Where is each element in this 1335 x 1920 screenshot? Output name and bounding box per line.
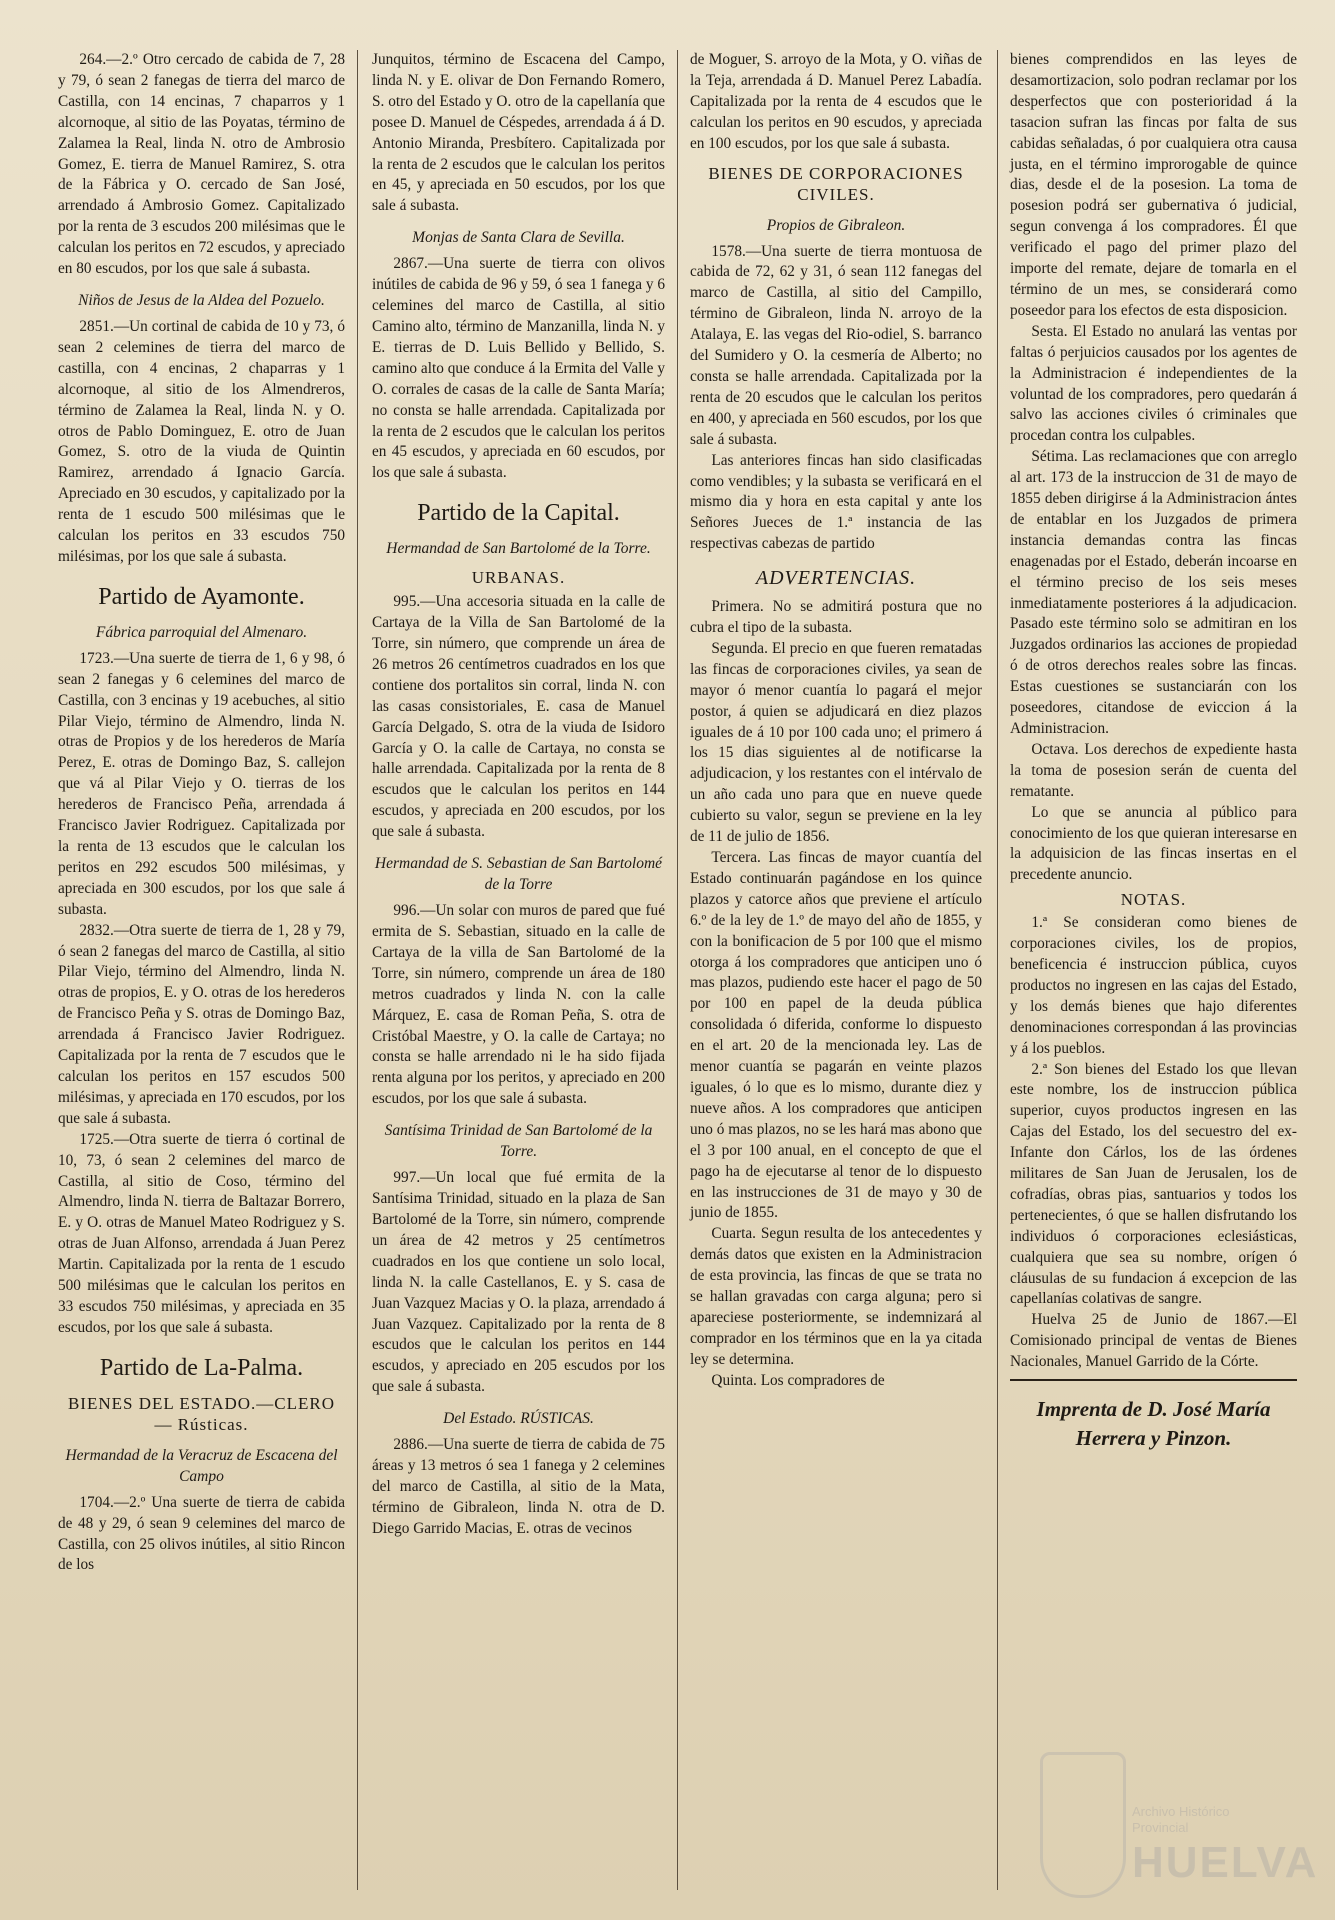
closing-note: Las anteriores fincas han sido clasificadas como vendibles; y la subasta se verificará en el mismo dia y hora en esta capital y ante los Señores Jueces de 1.ª instancia de las respectivas cabezas de partido bbox=[690, 451, 982, 553]
entry-1704: 1704.—2.º Una suerte de tierra de cabida de 48 y 29, ó sean 9 celemines del marco de Castilla, con 25 olivos inútiles, al sitio Rincon de los bbox=[58, 1493, 345, 1574]
nota-2: 2.ª Son bienes del Estado los que llevan este nombre, los de instruccion pública superior, cuyos productos ingresen en las Cajas del Estado, los del secuestro del ex-Infante don Cárlos, los de las órdenes militares de San Juan de Jerusalen, los de cofradías, obras pias, santuarios y todos los pertenecientes, ó que se hallen disfrutando los individuos ó corporaciones eclesiásticas, cualquiera que sea su nombre, orígen ó cláusulas de su fundacion á excepcion de las capellanías colativas de sangre. bbox=[1010, 1060, 1297, 1308]
entry-2832: 2832.—Otra suerte de tierra de 1, 28 y 79, ó sean 2 fanegas del marco de Castilla, al sitio Pilar Viejo, término del Almendro, linda N. otras de propios, E. y O. otras de los herederos de Francisco Peña y S. otras de Domingo Baz, arrendada á Francisco Javier Rodriguez. Capitalizada por la renta de 7 escudos que le calculan los peritos en 157 escudos 500 milésimas, y apreciada en 170 escudos, por los que sale á subasta. bbox=[58, 921, 345, 1127]
printer-imprint: Imprenta de D. José María Herrera y Pinzon. bbox=[1036, 1397, 1271, 1451]
entry-2867: 2867.—Una suerte de tierra con olivos inútiles de cabida de 96 y 59, ó sea 1 fanega y 6 celemines del marco de Castilla, al sitio Camino alto, término de Manzanilla, linda N. y E. tierras de D. Luis Bellido y Bellido, S. camino alto que conduce á la Ermita del Valle y O. corrales de casas de la calle de Santa María; no consta se halle arrendada. Capitalizada por la renta de 2 escudos que le calculan los peritos en 45 escudos, y apreciada en 60 escudos, por los que sale á subasta. bbox=[372, 255, 665, 482]
entry-1578: 1578.—Una suerte de tierra montuosa de cabida de 72, 62 y 31, ó sean 112 fanegas del marco de Castilla, al sitio del Campillo, término de Gibraleon, linda N. arroyo de la Atalaya, E. las vegas del Rio-odiel, S. barranco del Sumidero y O. la cesmería de Alberto; no consta se halle arrendada. Capitalizada por la renta de 20 escudos que le calculan los peritos en 400, y apreciada en 560 escudos, por los que sale á subasta. bbox=[690, 242, 982, 448]
section-heading: Partido de La-Palma. bbox=[99, 1354, 304, 1381]
column-2 bbox=[372, 50, 665, 1540]
advertencia-tercera: Tercera. Las fincas de mayor cuantía del Estado continuarán pagándose en los quince plazos y catorce años que previene el artículo 6.º de la ley de 1.º de mayo del año de 1855, y con la bonificacion de 5 por 100 que el mismo otorga á los compradores que anticipen uno ó mas plazos, pudiendo este hacer el pago de 50 por 100 en papel de la deuda pública consolidada ó diferida, conforme lo dispuesto en el art. 20 de la mencionada ley. Las de menor cuantía se pagarán en veinte plazos iguales, ó lo que es lo mismo, durante diez y nueve años. A los compradores que anticipen uno ó mas plazos, no se les hará mas abono que el 3 por 100 anual, en el concepto de que el pago ha de ejecutarse al tenor de lo dispuesto en las instrucciones de 31 de mayo y 30 de junio de 1855. bbox=[690, 849, 982, 1222]
advertencia-quinta-continued: bienes comprendidos en las leyes de desamortizacion, solo podran reclamar por los desperfectos que con posterioridad á la tasacion sufran las fincas por falta de sus cabidas señaladas, ó por cualquiera otra causa justa, en el término improrogable de quince dias, desde el de la posesion. La toma de posesion podrá ser gubernativa ó judicial, segun convenga á los compradores. Él que verificado el pago del primer plazo del importe del remate, dejare de tomarla en el término de un mes, se considerará como poseedor para los efectos de esta disposicion. bbox=[1010, 51, 1297, 319]
entry-995: 995.—Una accesoria situada en la calle de Cartaya de la Villa de San Bartolomé de la Torre, sin número, que comprende un área de 26 metros 26 centímetros cuadrados en los que contiene dos portalitos sin corral, linda N. con las casas consistoriales, E. casa de Manuel García Delgado, S. otra de la viuda de Isidoro García y O. la calle de Cartaya, no consta se halle arrendada. Capitalizada por la renta de 8 escudos que le calculan los peritos en 144 escudos, y apreciada en 200 escudos, por los que sale á subasta. bbox=[372, 593, 665, 841]
public-notice: Lo que se anuncia al público para conocimiento de los que quieran interesarse en la adquisicion de las fincas insertas en el precedente anuncio. bbox=[1010, 803, 1297, 884]
section-category: URBANAS. bbox=[471, 568, 566, 588]
entry-1723: 1723.—Una suerte de tierra de 1, 6 y 98, ó sean 2 fanegas y 6 celemines del marco de Castilla, con 3 encinas y 19 acebuches, al sitio Pilar Viejo, término de Almendro, linda N. otras de Propios y de los herederos de María Perez, E. otras de Domingo Baz, S. callejon que vá al Pilar Viejo y O. tierras de los herederos de Francisco Peña, arrendada á Francisco Javier Rodriguez. Capitalizada por la renta de 13 escudos que le calculan los peritos en 292 escudos 500 milésimas, y apreciada en 300 escudos, por los que sale á subasta. bbox=[58, 649, 345, 918]
advertencia-octava: Octava. Los derechos de expediente hasta la toma de posesion serán de cuenta del rematante. bbox=[1010, 740, 1297, 800]
shield-icon bbox=[1040, 1752, 1126, 1898]
section-subheading: Hermandad de S. Sebastian de San Bartolomé de la Torre bbox=[374, 855, 663, 894]
column-1 bbox=[58, 50, 345, 1576]
advertencia-segunda: Segunda. El precio en que fueren rematadas las fincas de corporaciones civiles, ya sean de mayor ó menor cuantía lo pagará el mejor postor, á quien se adjudicará en diez plazos iguales de á 10 por 100 cada uno; el primero á los 15 dias siguientes al de notificarse la adjudicacion, y los restantes con el intérvalo de un año cada uno para que en nueve quede cubierto su valor, segun se previene en la ley de 11 de julio de 1856. bbox=[690, 639, 982, 846]
column-rule bbox=[357, 50, 358, 1890]
notas-heading: NOTAS. bbox=[1120, 890, 1187, 910]
watermark-city: HUELVA bbox=[1132, 1838, 1319, 1887]
entry-997: 997.—Un local que fué ermita de la Santísima Trinidad, situado en la plaza de San Bartolomé de la Torre, sin número, comprende un área de 42 metros y 25 centímetros cuadrados en los que contiene un solo local, linda N. la calle Castellanos, E. y S. casa de Juan Vazquez Macias y O. la plaza, arrendado á Juan Vazquez. Capitalizado por la renta de 8 escudos que le calculan los peritos en 144 escudos, y apreciado en 205 escudos por los que sale á subasta. bbox=[372, 1169, 665, 1396]
entry-2886: 2886.—Una suerte de tierra de cabida de 75 áreas y 13 metros ó sea 1 fanega y 2 celemines del marco de Castilla, al sitio de la Mata, término de Gibraleon, linda N. otra de D. Diego Garrido Macias, E. otras de vecinos bbox=[372, 1436, 665, 1537]
section-heading: BIENES DE CORPORACIONES CIVILES. bbox=[708, 163, 964, 204]
entry-2851: 2851.—Un cortinal de cabida de 10 y 73, ó sean 2 celemines de tierra del marco de castilla, con 4 encinas, 2 chaparras y 1 alcornoque, al sitio de los Almendreros, término de Zalamea la Real, linda N. y O. otros de Pablo Dominguez, E. otro de Juan Gomez, S. otro de la viuda de Quintin Ramirez, arrendado á Ignacio García. Apreciado en 30 escudos, y capitalizado por la renta de 1 escudo 500 milésimas que le calculan los peritos en 33 escudos 750 milésimas, por los que sale á subasta. bbox=[58, 317, 345, 565]
signature-rule bbox=[1010, 1379, 1297, 1381]
section-subheading: Santísima Trinidad de San Bartolomé de la Torre. bbox=[384, 1122, 653, 1161]
section-heading: Partido de Ayamonte. bbox=[98, 583, 305, 610]
section-subheading: Niños de Jesus de la Aldea del Pozuelo. bbox=[78, 291, 325, 309]
signature-line: Huelva 25 de Junio de 1867.—El Comisionado principal de ventas de Bienes Nacionales, Manuel Garrido de la Córte. bbox=[1010, 1311, 1297, 1371]
advertencia-primera: Primera. No se admitirá postura que no cubra el tipo de la subasta. bbox=[690, 598, 982, 637]
section-subheading: Hermandad de San Bartolomé de la Torre. bbox=[386, 540, 651, 558]
entry-264: 264.—2.º Otro cercado de cabida de 7, 28 y 79, ó sean 2 fanegas de tierra del marco de Castilla, con 14 encinas, 7 chaparros y 1 alcornoque, al sitio de las Poyatas, término de Zalamea la Real, linda N. otro de Ambrosio Gomez, E. tierra de Manuel Ramirez, S. otra de la Fábrica y O. cercado de San José, arrendado á Ambrosio Gomez. Capitalizado por la renta de 3 escudos 200 milésimas que le calculan los peritos en 72 escudos, y apreciado en 80 escudos, por los que sale á subasta. bbox=[58, 51, 345, 278]
section-subheading: Hermandad de la Veracruz de Escacena del Campo bbox=[65, 1446, 338, 1485]
section-subheading: Propios de Gibraleon. bbox=[766, 216, 906, 234]
section-subheading: Monjas de Santa Clara de Sevilla. bbox=[412, 229, 625, 247]
advertencia-sesta: Sesta. El Estado no anulará las ventas por faltas ó perjuicios causados por los agentes de la Administracion é independientes de la voluntad de los compradores, pero quedarán á salvo las acciones civiles ó criminales que procedan contra los culpables. bbox=[1010, 322, 1297, 445]
column-rule bbox=[677, 50, 678, 1890]
section-category: BIENES DEL ESTADO.—CLERO — Rústicas. bbox=[67, 1393, 336, 1434]
advertencia-setima: Sétima. Las reclamaciones que con arreglo al art. 173 de la instruccion de 31 de mayo de 1855 deben dirigirse á la Administracion ántes de entablar en los Juzgados de primera instancia demandas contra las fincas enagenadas por el Estado, deberán incoarse en el término preciso de los seis meses inmediatamente posteriores á la adjudicacion. Pasado este término solo se admitiran en los Juzgados ordinarios las acciones de propiedad ó de otros derechos reales sobre las fincas. Estas cuestiones se sustanciarán con los poseedores, citandose de eviccion á la Administracion. bbox=[1010, 448, 1297, 737]
entry-996: 996.—Un solar con muros de pared que fué ermita de S. Sebastian, situado en la calle de Cartaya de la villa de San Bartolomé de la Torre, sin número, comprende un área de 180 metros cuadrados y linda N. con la calle Márquez, E. casa de Roman Peña, S. otra de Cristóbal Maestre, y O. la calle de Cartaya; no consta se halle arrendado ni le ha sido fijada renta alguna por los peritos, y apreciado en 200 escudos, por los que sale á subasta. bbox=[372, 902, 665, 1108]
section-heading: Partido de la Capital. bbox=[417, 500, 620, 527]
nota-1: 1.ª Se consideran como bienes de corporaciones civiles, los de propios, beneficencia é instruccion pública, cuyos productos no ingresen en las cajas del Estado, y los demás bienes que hajo diferentes denominaciones correspondan á las provincias y á los pueblos. bbox=[1010, 914, 1297, 1057]
watermark-text: Archivo Histórico Provincial bbox=[1132, 1804, 1230, 1835]
section-subheading: Fábrica parroquial del Almenaro. bbox=[95, 623, 308, 641]
advertencias-heading: ADVERTENCIAS. bbox=[755, 567, 917, 590]
entry-2886-continued: de Moguer, S. arroyo de la Mota, y O. viñas de la Teja, arrendada á D. Manuel Perez Labadía. Capitalizada por la renta de 4 escudos que le calculan los peritos en 90 escudos, y apreciada en 100 escudos, por los que sale á subasta. bbox=[690, 51, 982, 152]
column-3 bbox=[690, 50, 982, 1392]
entry-1704-continued: Junquitos, término de Escacena del Campo, linda N. y E. olivar de Don Fernando Romero, S. otro del Estado y O. otro de la capellanía que posee D. Manuel de Céspedes, arrendada á á D. Antonio Miranda, Presbítero. Capitalizada por la renta de 2 escudos que le calculan los peritos en 45, y apreciada en 50 escudos, por los que sale á subasta. bbox=[372, 51, 665, 215]
advertencia-quinta: Quinta. Los compradores de bbox=[711, 1371, 885, 1389]
column-rule bbox=[997, 50, 998, 1890]
column-4 bbox=[1010, 50, 1297, 1453]
archive-watermark bbox=[1040, 1752, 1319, 1892]
advertencia-cuarta: Cuarta. Segun resulta de los antecedentes y demás datos que existen en la Administracion de esta provincia, las fincas de que se trata no se hallan gravadas con carga alguna; pero si apareciese posteriormente, se indemnizará al comprador en los términos que en la ya citada ley se determina. bbox=[690, 1225, 982, 1368]
section-subheading: Del Estado. RÚSTICAS. bbox=[443, 1410, 594, 1428]
entry-1725: 1725.—Otra suerte de tierra ó cortinal de 10, 73, ó sean 2 celemines del marco de Castilla, al sitio de Coso, término del Almendro, linda N. tierra de Baltazar Borrero, E. y O. otras de Manuel Mateo Rodriguez y S. otras de Juan Alfonso, arrendada á Juan Perez Martin. Capitalizada por la renta de 1 escudo 500 milésimas que le calculan los peritos en 33 escudos 750 milésimas, y apreciada en 35 escudos, por los que sale á subasta. bbox=[58, 1130, 345, 1336]
